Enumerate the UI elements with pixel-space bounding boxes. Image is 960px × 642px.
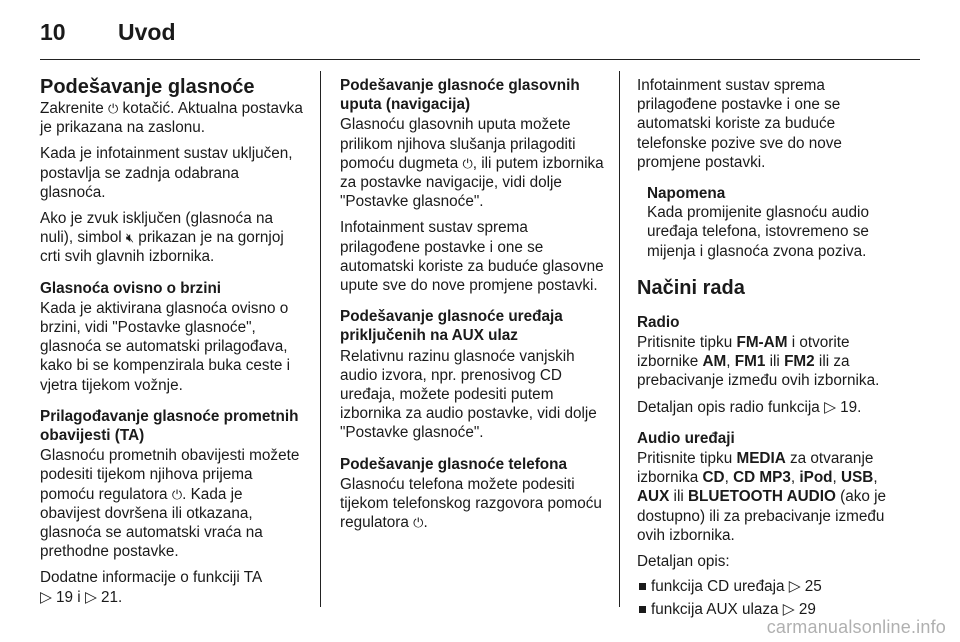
text: Glasnoću prometnih obavijesti možete podesiti tijekom njihova prijema pomoću regulatora	[40, 447, 300, 503]
volume-knob-icon: ⏻	[462, 155, 473, 171]
text: Glasnoću telefona možete podesiti tijekom telefonskog razgovora pomoću regulatora	[340, 475, 602, 532]
page-reference-arrow-icon: ▷	[788, 578, 801, 596]
text: ,	[832, 469, 842, 487]
text: funkcija CD uređaja	[651, 578, 789, 596]
text: .	[117, 588, 123, 606]
heading-volume: Podešavanje glasnoće	[40, 76, 255, 98]
heading-radio: Radio	[637, 313, 680, 331]
text: kotačić. Aktualna postavka je prikazana na zaslonu.	[40, 100, 303, 137]
text: Dodatne informacije o funkciji TA	[40, 569, 263, 587]
text: ili	[669, 488, 688, 506]
text: ili	[765, 353, 785, 371]
text: za otvaranje izbornika	[637, 450, 874, 487]
heading-audio: Audio uređaji	[637, 429, 735, 447]
text: Pritisnite tipku	[637, 334, 737, 352]
note-text: Kada promijenite glasnoću audio uređaja telefona, istovremeno se mijenja i glasnoća zvona poziva.	[647, 204, 869, 260]
paragraph-aux-volume: Relativnu razinu glasnoće vanjskih audio izvora, npr. prenosivog CD uređaja, možete podesiti putem izbornika za audio postavke, vidi dolje "Postavke glasnoće".	[340, 347, 597, 442]
heading-aux-volume: Podešavanje glasnoće uređaja priključenih na AUX ulaz	[340, 308, 563, 345]
text: (ako je dostupno) ili za prebacivanje između ovih izbornika.	[637, 488, 887, 544]
text: ili za prebacivanje između ovih izbornika.	[637, 353, 880, 390]
page-reference[interactable]: 19	[840, 398, 858, 416]
column-divider-1	[320, 71, 321, 607]
key-label: MEDIA	[736, 450, 786, 468]
text: ,	[790, 469, 800, 487]
paragraph-radio-detail: Detaljan opis radio funkcija ▷ 19.	[637, 398, 862, 416]
watermark: carmanualsonline.info	[766, 617, 946, 637]
detail-label: Detaljan opis:	[637, 553, 730, 571]
mute-speaker-icon: 🔇︎	[125, 230, 135, 246]
paragraph-mute	[40, 209, 304, 267]
text: Detaljan opis radio funkcija	[637, 398, 825, 416]
key-label: BLUETOOTH AUDIO	[688, 488, 836, 506]
paragraph-phone-volume	[340, 475, 604, 533]
key-label: CD	[702, 469, 725, 487]
page-reference[interactable]: 19	[56, 588, 74, 606]
paragraph-speed-volume: Kada je aktivirana glasnoća ovisno o brzini, vidi "Postavke glasnoće", glasnoća se automatski prilagođava, kako bi se kompenzirala buka ceste i vjetra tijekom vožnje.	[40, 299, 290, 394]
text: Ako je zvuk isključen (glasnoća na nuli), simbol	[40, 210, 273, 247]
detail-list	[637, 577, 901, 619]
page-reference-arrow-icon: ▷	[84, 588, 97, 606]
square-bullet-icon	[639, 606, 646, 613]
text: Pritisnite tipku	[637, 450, 737, 468]
key-label: FM2	[784, 353, 815, 371]
heading-nav-volume: Podešavanje glasnoće glasovnih uputa (navigacija)	[340, 77, 580, 114]
page-reference-arrow-icon: ▷	[40, 588, 52, 606]
volume-knob-icon: ⏻	[413, 515, 424, 531]
key-label: AUX	[637, 488, 670, 506]
text: Zakrenite	[40, 100, 109, 117]
page-reference-arrow-icon: ▷	[782, 601, 795, 619]
key-label: AM	[702, 353, 727, 371]
page-header	[40, 10, 176, 54]
text: .	[423, 514, 428, 532]
header-divider	[40, 59, 920, 60]
heading-modes: Načini rada	[637, 276, 745, 299]
page-reference[interactable]: 25	[804, 578, 822, 596]
key-label: CD MP3	[733, 469, 791, 487]
paragraph-radio	[637, 333, 901, 391]
text: ,	[726, 353, 735, 371]
page-title: Uvod	[118, 18, 176, 45]
square-bullet-icon	[639, 583, 646, 590]
text: , ili putem izbornika za postavke navigacije, vidi dolje "Postavke glasnoće".	[340, 154, 604, 211]
column-1	[40, 76, 304, 614]
paragraph-nav-volume	[340, 115, 604, 211]
paragraph-phone-save: Infotainment sustav sprema prilagođene postavke i one se automatski koriste za buduće telefonske pozive sve do nove promjene postavki.	[637, 77, 842, 171]
paragraph-ta-info	[40, 568, 304, 606]
text: funkcija AUX ulaza	[651, 601, 783, 619]
key-label: iPod	[799, 469, 833, 487]
column-2	[340, 76, 604, 539]
paragraph-audio	[637, 449, 901, 545]
key-label: USB	[841, 469, 874, 487]
paragraph-last-volume: Kada je infotainment sustav uključen, postavlja se zadnja odabrana glasnoća.	[40, 145, 293, 201]
page-reference[interactable]: 21	[100, 588, 118, 606]
key-label: FM-AM	[736, 334, 788, 352]
note-title: Napomena	[647, 185, 726, 203]
note-box	[637, 184, 901, 261]
text: ,	[873, 469, 878, 487]
column-divider-2	[619, 71, 620, 607]
volume-knob-icon: ⏻	[108, 101, 119, 116]
heading-speed-volume: Glasnoća ovisno o brzini	[40, 279, 222, 297]
paragraph-nav-save: Infotainment sustav sprema prilagođene postavke i one se automatski koriste za buduće glasovne upute sve do nove promjene postavki.	[340, 219, 604, 295]
heading-phone-volume: Podešavanje glasnoće telefona	[340, 455, 567, 473]
text: prikazan je na gornjoj crti svih glavnih izbornika.	[40, 229, 284, 266]
page-reference[interactable]: 29	[798, 601, 816, 619]
paragraph-volume-knob	[40, 99, 304, 137]
text: Glasnoću glasovnih uputa možete prilikom njihova slušanja prilagoditi pomoću dugmeta	[340, 116, 576, 172]
page-reference-arrow-icon: ▷	[824, 398, 836, 416]
key-label: FM1	[734, 353, 766, 371]
volume-knob-icon: ⏻	[171, 486, 183, 502]
column-3	[637, 76, 901, 624]
page-number: 10	[40, 18, 66, 45]
paragraph-ta-volume	[40, 446, 304, 561]
text: i	[73, 588, 85, 606]
text: i otvorite izbornike	[637, 334, 850, 371]
list-item	[637, 577, 901, 596]
text: ,	[724, 469, 734, 487]
text: . Kada je obavijest dovršena ili otkazana, glasnoća se automatski vraća na prethodne postavke.	[40, 485, 263, 561]
heading-ta-volume: Prilagođavanje glasnoće prometnih obavijesti (TA)	[40, 407, 299, 445]
